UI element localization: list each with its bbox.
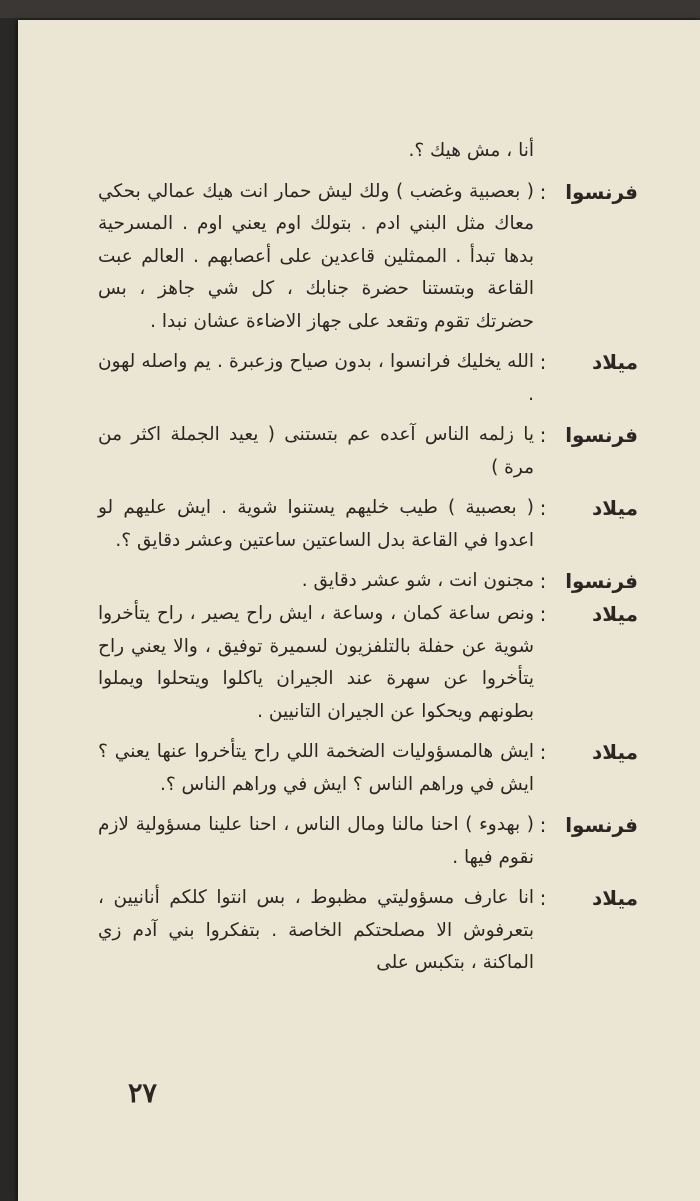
speaker-name: فرنسوا [565,569,638,593]
dialogue-line [98,135,638,168]
speaker-colon: : [539,423,547,447]
speaker-colon: : [539,496,547,520]
speaker-name: فرنسوا [565,423,638,447]
scan-top-edge [0,0,700,18]
speaker-colon: : [539,740,547,764]
speaker-name: ميلاد [592,602,638,626]
speaker-colon: : [539,350,547,374]
speech-text: مجنون انت ، شو عشر دقايق . [301,570,534,591]
speaker-name: ميلاد [592,350,638,374]
speaker-colon: : [539,179,547,204]
dialogue-line [98,492,638,557]
speaker-colon: : [539,813,547,837]
speaker-name: فرنسوا [565,179,638,204]
speaker-name: ميلاد [592,740,638,764]
speech-text: ( بعصبية وغضب ) ولك ليش حمار انت هيك عمالي بحكي معاك مثل البني ادم . بتولك اوم يعني اوم . المسرحية بدها تبدأ . الممثلين قاعدين على أعصابهم . العالم عبت القاعة وبتستنا حضرة جنابك ، كل شي جاهز ، بس حضرتك تقوم وتقعد على جهاز الاضاءة عشان نبدا . [98,180,534,332]
dialogue-line [98,346,638,411]
dialogue-line [98,882,638,980]
script-text [98,135,638,980]
dialogue-line [98,736,638,801]
book-page [18,20,700,1201]
speaker-colon: : [539,886,547,910]
speaker-name: ميلاد [592,496,638,520]
speech-text: انا عارف مسؤوليتي مظبوط ، بس انتوا كلكم أنانيين ، بتعرفوش الا مصلحتكم الخاصة . بتفكروا بني آدم زي الماكنة ، بتكبس على [98,887,534,973]
page-number: ٢٧ [128,1078,158,1109]
dialogue-line [98,809,638,874]
speech-text: أنا ، مش هيك ؟. [408,140,534,161]
speaker-colon: : [539,569,547,593]
speech-text: ونص ساعة كمان ، وساعة ، ايش راح يصير ، راح يتأخروا شوية عن حفلة بالتلفزيون لسميرة توفيق ، والا يعني راح يتأخروا عن سهرة عند الجيران ياكلوا ويتحلوا ويملوا بطونهم ويحكوا عن الجيران التانيين . [98,603,534,722]
dialogue-line [98,419,638,484]
speech-text: ( بعصبية ) طيب خليهم يستنوا شوية . ايش عليهم لو اعدوا في القاعة بدل الساعتين ساعتين وعشر دقايق ؟. [98,497,534,551]
speech-text: ايش هالمسؤوليات الضخمة اللي راح يتأخروا عنها يعني ؟ ايش في وراهم الناس ؟ ايش في وراهم الناس ؟. [98,741,534,795]
dialogue-line [98,565,638,598]
speaker-name: ميلاد [592,886,638,910]
dialogue-line [98,176,638,339]
speaker-name: فرنسوا [565,813,638,837]
speech-text: الله يخليك فرانسوا ، بدون صياح وزعبرة . يم واصله لهون . [98,351,534,405]
speaker-colon: : [539,602,547,626]
speech-text: يا زلمه الناس آعده عم بتستنى ( يعيد الجملة اكثر من مرة ) [98,424,534,478]
speech-text: ( بهدوء ) احنا مالنا ومال الناس ، احنا علينا مسؤولية لازم نقوم فيها . [98,814,534,868]
dialogue-line [98,598,638,728]
